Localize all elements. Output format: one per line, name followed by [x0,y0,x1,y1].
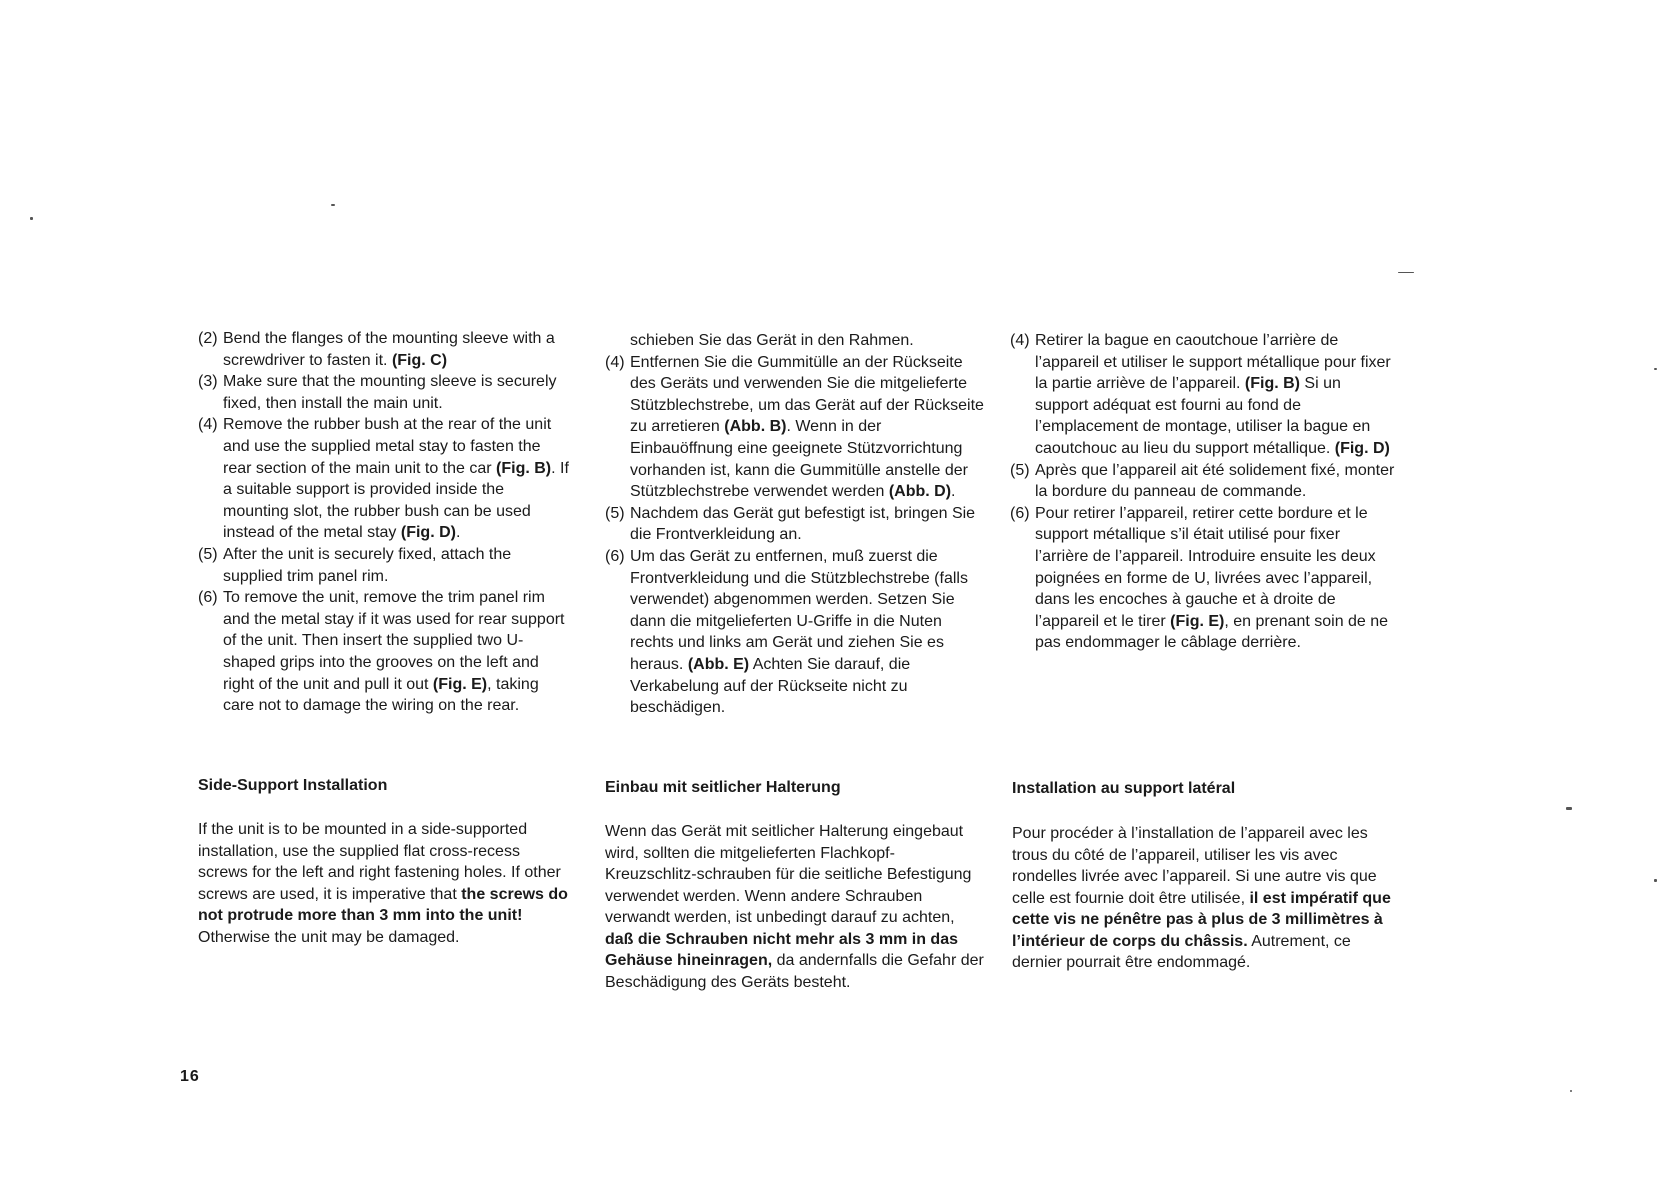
german-steps-list [605,352,985,719]
step-text: After the unit is securely fixed, attach the supplied trim panel rim. [223,545,512,585]
german-column [605,330,985,719]
english-steps-list [198,328,573,717]
step-number: (5) [1010,461,1030,479]
step-text: Pour retirer l’appareil, retirer cette bordure et le support métallique s’il était utilisé pour fixer l’arrière de l’appareil. Introduire ensuite les deux poignées en forme de U, livrées avec l’appareil, dans les encoches à gauche et à droite de l’appareil et le tirer [1035,504,1376,630]
step-number: (5) [605,504,625,522]
step-item [1010,503,1395,654]
paragraph-text: If the unit is to be mounted in a side-supported installation, use the supplied flat cross-recess screws for the left and right fastening holes. If other screws are used, it is imperative that [198,821,561,903]
step-item [605,352,985,503]
step-text: Remove the rubber bush at the rear of the unit and use the supplied metal stay to fasten the rear section of the main unit to the car [223,416,552,477]
paragraph-text: Pour procéder à l’installation de l’appareil avec les trous du côté de l’appareil, utiliser les vis avec rondelles livrée avec l’appareil. Si une autre vis que celle est fournie doit être utilisée, [1012,825,1377,907]
step-bold-text: (Fig. D) [400,524,456,542]
step-number: (6) [198,589,218,607]
step-number: (6) [605,547,625,565]
french-section-paragraph [1012,823,1397,974]
paragraph-bold-text: the screws do not protrude more than 3 mm into the unit! [198,885,568,924]
step-number: (4) [1010,332,1030,349]
step-bold-text: (Fig. B) [1244,375,1300,393]
step-bold-text: (Abb. D) [888,483,952,501]
paragraph-text: Wenn das Gerät mit seitlicher Halterung eingebaut wird, sollten die mitgelieferten Flachkopf-Kreuzschlitz-schrauben für die seitliche Befestigung verwendet werden. Wenn andere Schrauben verwandt werden, ist unbedingt darauf zu achten, [605,823,972,926]
french-column [1010,330,1395,654]
step-number: (3) [198,373,218,391]
step-text: Après que l’appareil ait été solidement fixé, monter la bordure du panneau de commande. [1035,461,1395,501]
step-bold-text: (Fig. E) [1170,612,1225,630]
step-number: (6) [1010,504,1030,522]
step-item [198,328,573,371]
scan-speck [331,204,335,206]
step-text: . Wenn in der Einbauöffnung eine geeignete Stützvorrichtung vorhanden ist, kann die Gummitülle anstelle der Stützblechstrebe verwendet werden [630,418,968,501]
page-number: 16 [180,1068,200,1085]
scan-speck [30,217,33,220]
step-item [605,503,985,546]
scan-speck [1398,272,1414,273]
french-section-heading: Installation au support latéral [1012,780,1236,797]
scan-speck [1566,807,1572,810]
step-text: , taking care not to damage the wiring on the rear. [223,675,539,715]
step-text: Make sure that the mounting sleeve is securely fixed, then install the main unit. [223,373,557,412]
step-bold-text: (Fig. D) [1334,439,1390,457]
step-text: . [455,524,461,542]
step-text: Achten Sie darauf, die Verkabelung auf der Rückseite nicht zu beschädigen. [630,655,911,717]
step-number: (4) [198,416,218,434]
german-continuation-text: schieben Sie das Gerät in den Rahmen. [630,332,914,349]
step-item [605,546,985,719]
german-section-heading: Einbau mit seitlicher Halterung [605,779,841,796]
step-bold-text: (Fig. E) [432,675,488,693]
step-item [1010,330,1395,460]
step-text: To remove the unit, remove the trim panel rim and the metal stay if it was used for rear support of the unit. Then insert the supplied two U-shaped grips into the grooves on the left and right of the unit and pull it out [223,589,565,693]
step-number: (2) [198,330,218,347]
step-text: . [951,483,956,501]
step-number: (5) [198,545,218,563]
german-section-paragraph [605,821,985,993]
paragraph-text: Autrement, ce dernier pourrait être endommagé. [1012,932,1351,971]
step-number: (4) [605,353,625,371]
english-section-heading: Side-Support Installation [198,777,388,794]
paragraph-bold-text: il est impératif que cette vis ne pénêtre pas à plus de 3 millimètres à l’intérieur de corps du châssis. [1012,889,1391,950]
step-text: Si un support adéquat est fourni au fond de l’emplacement de montage, utiliser la bague en caoutchouc au lieu du support métallique. [1035,375,1371,457]
step-bold-text: (Abb. E) [687,655,750,673]
step-bold-text: (Fig. C) [391,351,448,369]
scan-speck [1570,1090,1572,1092]
step-item [198,414,573,544]
french-steps-list [1010,330,1395,654]
step-bold-text: (Fig. B) [496,459,552,477]
paragraph-text: Otherwise the unit may be damaged. [198,928,460,946]
step-text: . If a suitable support is provided inside the mounting slot, the rubber bush can be used instead of the metal stay [223,459,569,542]
step-text: , en prenant soin de ne pas endommager le câblage derrière. [1035,612,1389,652]
step-text: Bend the flanges of the mounting sleeve with a screwdriver to fasten it. [223,330,555,369]
step-item [198,371,573,414]
step-bold-text: (Abb. B) [724,418,787,436]
step-text: Nachdem das Gerät gut befestigt ist, bringen Sie die Frontverkleidung an. [630,504,976,544]
paragraph-bold-text: daß die Schrauben nicht mehr als 3 mm in das Gehäuse hineinragen, [605,930,958,969]
step-item [198,544,573,587]
step-item [198,587,573,717]
english-section-paragraph [198,819,573,948]
paragraph-text: da andernfalls die Gefahr der Beschädigung des Geräts besteht. [605,952,984,991]
scan-speck [1654,368,1657,370]
step-text: Entfernen Sie die Gummitülle an der Rückseite des Geräts und verwenden Sie die mitgelieferte Stützblechstrebe, um das Gerät auf der Rückseite zu arretieren [630,353,984,436]
scan-speck [1654,879,1657,882]
step-item [1010,460,1395,503]
english-column [198,328,573,717]
step-text: Um das Gerät zu entfernen, muß zuerst die Frontverkleidung und die Stützblechstrebe (falls verwendet) abgenommen werden. Setzen Sie dann die mitgelieferten U-Griffe in die Nuten rechts und links am Gerät und ziehen Sie es heraus. [630,547,968,673]
step-text: Retirer la bague en caoutchoue l’arrière de l’appareil et utiliser le support métallique pour fixer la partie arriève de l’appareil. [1035,332,1391,393]
